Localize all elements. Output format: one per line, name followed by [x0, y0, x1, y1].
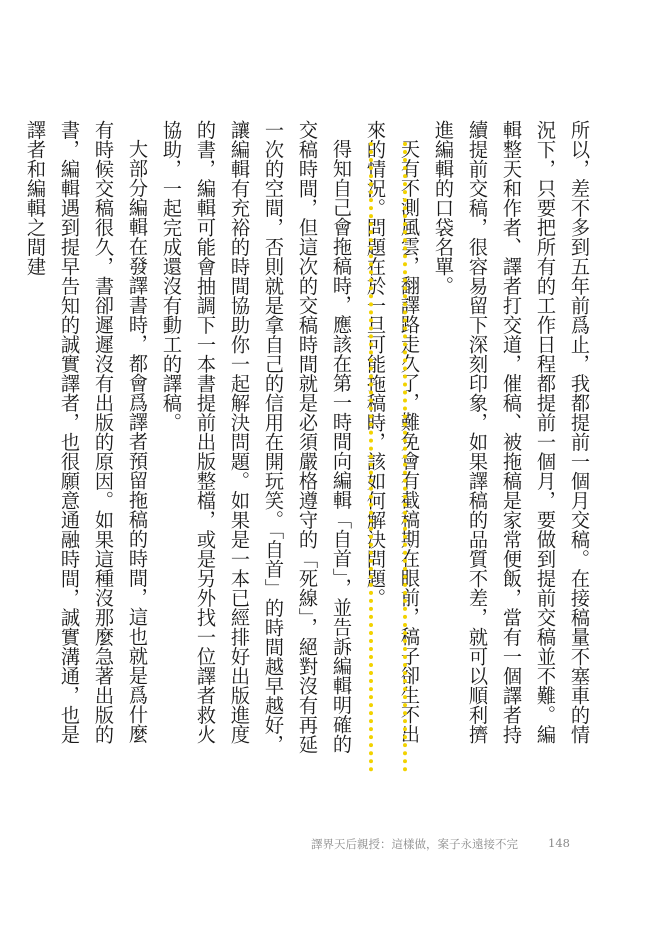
paragraph-3-highlighted: 得知自己會拖稿時，應該在第一時間向編輯「自首」，並告訴編輯明確的交稿時間，但這次的交稿時間就是必須嚴格遵守的「死線」，絕對沒有再延一次的空間，否則就是拿自己的信用在開玩笑。「自首」的時間越早越好，讓編輯有充裕的時間協助你一起解決問題。如果是一本已經排好出版進度的書，編輯可能會抽調下一本書提前出版整檔，或是另外找一位譯者救火協助，一起完成還沒有動工的譯稿。 — [160, 120, 353, 754]
highlight-dotted-line-right — [403, 142, 407, 772]
paragraph-4: 大部分編輯在發譯書時，都會爲譯者預留拖稿的時間，這也就是爲什麼有時候交稿很久，書卻遲遲沒有出版的原因。如果這種沒那麼急著出版的書，編輯遇到提早告知的誠實譯者，也很願意通融時間，誠實溝通，也是譯者和編輯之間建 — [24, 120, 149, 744]
page-number: 148 — [548, 836, 570, 850]
highlight-dotted-line-left — [369, 142, 373, 772]
vertical-text-body — [24, 120, 596, 760]
running-footer-title: 譯界天后親授：這樣做，案子永遠接不完 — [311, 837, 518, 851]
paragraph-1: 所以，差不多到五年前爲止，我都提前一個月交稿。在接稿量不塞車的情況下，只要把所有的工作日程都提前一個月，要做到提前交稿並不難。編輯整天和作者、譯者打交道，催稿、被拖稿是家常便飯，當有一個譯者持續提前交稿，很容易留下深刻印象，如果譯稿的品質不差，就可以順利擠進編輯的口袋名單。 — [432, 120, 591, 744]
paragraph-2: 天有不測風雲，翻譯路走久了，難免會有截稿期在眼前，稿子卻生不出來的情況。問題在於一旦可能拖稿時，該如何解決問題。 — [364, 120, 421, 744]
